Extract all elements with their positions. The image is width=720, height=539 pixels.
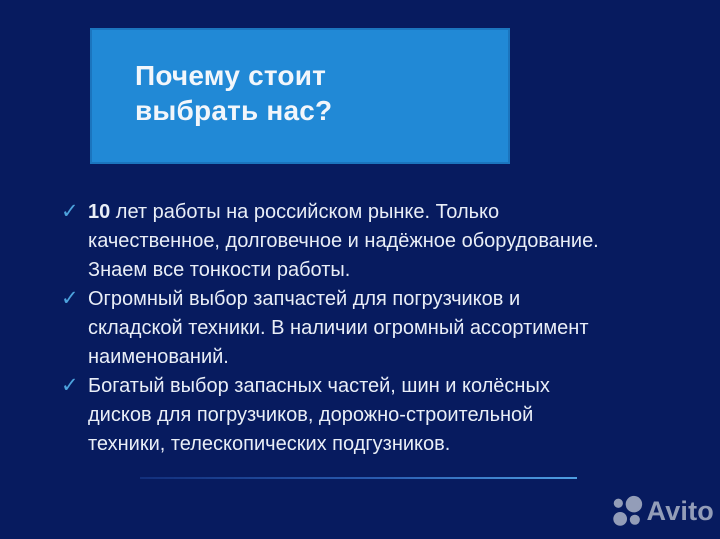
benefits-list — [61, 198, 688, 459]
divider-line — [140, 477, 577, 479]
benefit-2-line-2: складской техники. В наличии огромный ассортимент — [88, 317, 589, 339]
benefit-3-line-1: Богатый выбор запасных частей, шин и колёсных — [88, 375, 550, 397]
benefit-3-line-2: дисков для погрузчиков, дорожно-строительной — [88, 404, 534, 426]
benefit-item-1 — [61, 198, 688, 285]
benefit-2-line-1: Огромный выбор запчастей для погрузчиков и — [88, 288, 521, 310]
checkmark-icon: ✓ — [61, 374, 79, 397]
checkmark-icon: ✓ — [61, 287, 79, 310]
header-box — [90, 28, 510, 164]
benefit-3-line-3: техники, телескопических подгузников. — [88, 433, 451, 455]
avito-logo — [611, 495, 715, 528]
avito-wordmark: Avito — [646, 496, 714, 526]
benefit-1-line-1 — [88, 198, 688, 227]
avito-dots-icon — [611, 495, 644, 528]
benefit-1-line-3: Знаем все тонкости работы. — [88, 259, 351, 281]
checkmark-icon: ✓ — [61, 200, 79, 223]
slide-title-line-1: Почему стоит — [135, 60, 327, 91]
benefit-1-text: лет работы на российском рынке. Только — [110, 201, 500, 223]
slide-title-line-2: выбрать нас? — [135, 95, 333, 126]
slide-title — [135, 58, 510, 128]
benefit-2-line-3: наименований. — [88, 346, 229, 368]
benefit-1-lead: 10 — [88, 201, 111, 223]
benefit-item-2 — [61, 285, 688, 372]
benefit-item-3 — [61, 372, 688, 459]
benefit-1-line-2: качественное, долговечное и надёжное оборудование. — [88, 230, 599, 252]
